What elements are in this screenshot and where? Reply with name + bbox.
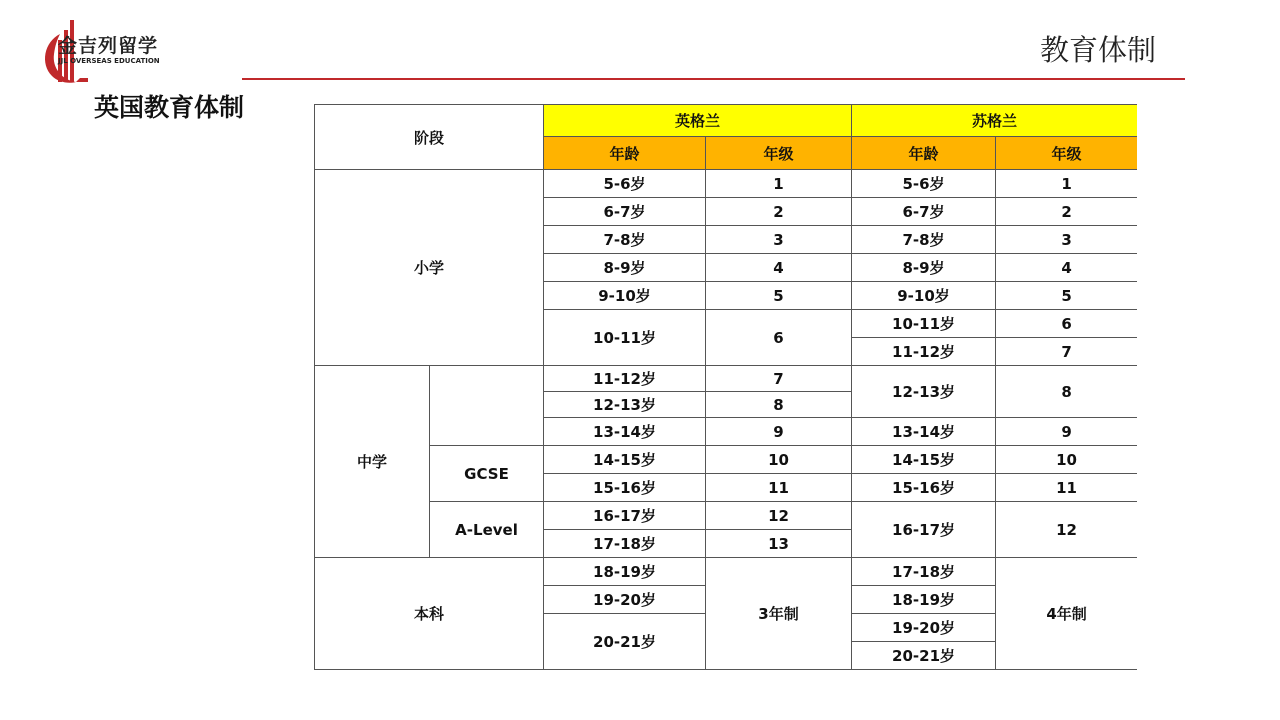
england-age: 10-11岁 [544, 310, 706, 366]
scotland-grade: 5 [996, 282, 1137, 310]
scotland-age: 20-21岁 [852, 642, 996, 670]
header-title: 教育体制 [1040, 33, 1157, 67]
scotland-age: 13-14岁 [852, 418, 996, 446]
scotland-grade: 12 [996, 502, 1137, 558]
scotland-age: 11-12岁 [852, 338, 996, 366]
scotland-grade: 10 [996, 446, 1137, 474]
scotland-age: 5-6岁 [852, 170, 996, 198]
scotland-age: 8-9岁 [852, 254, 996, 282]
england-age: 12-13岁 [544, 392, 706, 418]
england-grade-header: 年级 [706, 137, 852, 170]
page-subtitle: 英国教育体制 [94, 93, 245, 122]
scotland-age: 7-8岁 [852, 226, 996, 254]
stage-gcse: GCSE [430, 446, 544, 502]
england-grade: 5 [706, 282, 852, 310]
scotland-grade: 9 [996, 418, 1137, 446]
england-grade: 10 [706, 446, 852, 474]
logo-subtitle: JJL OVERSEAS EDUCATION [58, 57, 160, 65]
scotland-grade: 2 [996, 198, 1137, 226]
england-grade: 2 [706, 198, 852, 226]
england-age: 16-17岁 [544, 502, 706, 530]
scotland-header: 苏格兰 [852, 105, 1137, 137]
scotland-grade: 1 [996, 170, 1137, 198]
england-grade: 3年制 [706, 558, 852, 670]
scotland-age: 18-19岁 [852, 586, 996, 614]
england-age: 14-15岁 [544, 446, 706, 474]
scotland-age: 6-7岁 [852, 198, 996, 226]
scotland-age: 14-15岁 [852, 446, 996, 474]
england-age-header: 年龄 [544, 137, 706, 170]
stage-secondary: 中学 [315, 366, 430, 558]
england-age: 11-12岁 [544, 366, 706, 392]
england-age: 6-7岁 [544, 198, 706, 226]
logo-name: 金吉列留学 [58, 35, 159, 57]
stage-header: 阶段 [315, 105, 544, 170]
england-grade: 9 [706, 418, 852, 446]
england-age: 17-18岁 [544, 530, 706, 558]
england-grade: 8 [706, 392, 852, 418]
scotland-age: 10-11岁 [852, 310, 996, 338]
scotland-grade: 3 [996, 226, 1137, 254]
stage-secondary-lower [430, 366, 544, 446]
england-grade: 7 [706, 366, 852, 392]
scotland-grade: 7 [996, 338, 1137, 366]
header-divider [242, 78, 1185, 80]
england-grade: 12 [706, 502, 852, 530]
england-header: 英格兰 [544, 105, 852, 137]
scotland-age: 19-20岁 [852, 614, 996, 642]
stage-alevel: A-Level [430, 502, 544, 558]
education-system-table [314, 104, 1137, 687]
england-age: 19-20岁 [544, 586, 706, 614]
scotland-grade-header: 年级 [996, 137, 1137, 170]
england-age: 7-8岁 [544, 226, 706, 254]
england-age: 5-6岁 [544, 170, 706, 198]
england-grade: 11 [706, 474, 852, 502]
scotland-age: 15-16岁 [852, 474, 996, 502]
england-age: 9-10岁 [544, 282, 706, 310]
scotland-age: 16-17岁 [852, 502, 996, 558]
england-grade: 4 [706, 254, 852, 282]
scotland-age: 9-10岁 [852, 282, 996, 310]
scotland-grade: 4 [996, 254, 1137, 282]
scotland-grade: 11 [996, 474, 1137, 502]
england-age: 15-16岁 [544, 474, 706, 502]
scotland-grade: 4年制 [996, 558, 1137, 670]
scotland-grade: 8 [996, 366, 1137, 418]
scotland-grade: 6 [996, 310, 1137, 338]
england-grade: 3 [706, 226, 852, 254]
england-grade: 1 [706, 170, 852, 198]
scotland-age: 17-18岁 [852, 558, 996, 586]
england-grade: 6 [706, 310, 852, 366]
stage-primary: 小学 [315, 170, 544, 366]
england-age: 18-19岁 [544, 558, 706, 586]
england-age: 20-21岁 [544, 614, 706, 670]
stage-undergrad: 本科 [315, 558, 544, 670]
scotland-age: 12-13岁 [852, 366, 996, 418]
england-grade: 13 [706, 530, 852, 558]
england-age: 13-14岁 [544, 418, 706, 446]
scotland-age-header: 年龄 [852, 137, 996, 170]
england-age: 8-9岁 [544, 254, 706, 282]
